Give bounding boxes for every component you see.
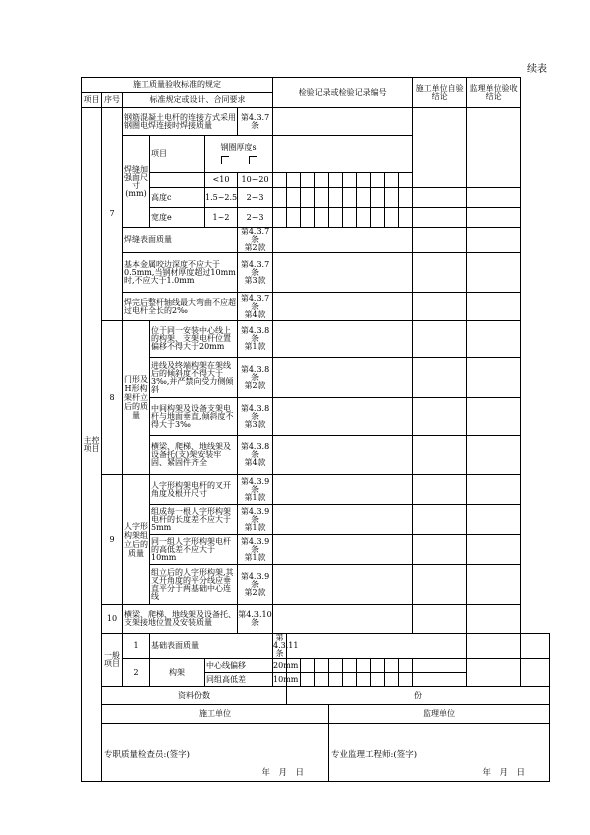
g7-r3-ref1: 第4.3.7条 bbox=[240, 259, 270, 277]
record-cell[interactable] bbox=[273, 321, 413, 358]
g8-r3-ref bbox=[238, 398, 273, 436]
unit-conclusion-cell[interactable] bbox=[413, 108, 467, 188]
height-c-b: 2~3 bbox=[238, 188, 273, 208]
g7-r4-ref1: 第4.3.7条 bbox=[240, 293, 270, 311]
supervision-conclusion-cell[interactable] bbox=[467, 358, 521, 398]
record-cell[interactable] bbox=[273, 436, 413, 475]
g7-r2-ref2: 第2款 bbox=[244, 243, 266, 252]
supervision-conclusion-cell[interactable] bbox=[467, 398, 521, 436]
record-cell[interactable] bbox=[273, 253, 413, 293]
record-box[interactable] bbox=[329, 673, 343, 687]
continued-label: 续表 bbox=[527, 64, 547, 75]
record-box[interactable] bbox=[329, 208, 343, 228]
width-e-a: 1~2 bbox=[205, 208, 238, 228]
record-box[interactable] bbox=[273, 208, 287, 228]
g9-r1-text: 人字形构架电杆的叉开角度及根开尺寸 bbox=[150, 475, 238, 505]
group-9-no: 9 bbox=[102, 475, 123, 605]
engineer-sign-cell[interactable] bbox=[329, 724, 550, 782]
unit-conclusion-cell[interactable] bbox=[413, 208, 467, 228]
date-right: 年 月 日 bbox=[482, 768, 525, 778]
supervision-conclusion-cell[interactable] bbox=[467, 535, 521, 565]
g9-r4-ref1: 第4.3.9条 bbox=[240, 571, 270, 589]
g8-r3-ref2: 第3款 bbox=[244, 419, 266, 429]
unit-conclusion-cell[interactable] bbox=[413, 565, 467, 605]
g8-label: 门形及H形构架杆立后的质量 bbox=[123, 321, 150, 475]
unit-conclusion-cell[interactable] bbox=[413, 505, 467, 535]
frame-label: 构架 bbox=[150, 659, 205, 687]
general-r2-no: 2 bbox=[123, 659, 150, 687]
supervisor-label: 监理单位 bbox=[329, 705, 550, 724]
g8-r4-ref bbox=[238, 436, 273, 475]
builder-label: 施工单位 bbox=[102, 705, 329, 724]
ring-box-right bbox=[249, 156, 257, 164]
record-cell[interactable] bbox=[273, 136, 413, 173]
lt10-label: <10 bbox=[205, 173, 238, 188]
record-box[interactable] bbox=[371, 673, 385, 687]
supervision-conclusion-cell[interactable] bbox=[467, 188, 521, 208]
record-box[interactable] bbox=[399, 188, 413, 208]
record-cell[interactable] bbox=[273, 505, 413, 535]
general-r1-text: 基础表面质量 bbox=[150, 634, 273, 659]
record-box[interactable] bbox=[343, 173, 357, 188]
record-box[interactable] bbox=[329, 659, 343, 673]
record-box[interactable] bbox=[301, 673, 315, 687]
inspection-form-table bbox=[81, 77, 550, 782]
g9-r4-text: 组立后的人字形构架,其叉开角度的平分线应垂直平分于两基础中心连线 bbox=[150, 565, 238, 605]
general-r1-no: 1 bbox=[123, 634, 150, 659]
supervision-conclusion-cell[interactable] bbox=[467, 605, 521, 634]
supervision-conclusion-cell[interactable] bbox=[467, 108, 521, 188]
g7-r1-text: 钢筋混凝土电杆的连接方式采用钢圈电焊连接时焊接质量 bbox=[123, 108, 238, 136]
record-box[interactable] bbox=[287, 208, 301, 228]
std-title: 施工质量验收标准的规定 bbox=[82, 78, 273, 93]
general-items-label: 一般项目 bbox=[102, 634, 123, 687]
g9-label: 人字形构架组立后的质量 bbox=[123, 475, 150, 605]
g9-r2-ref2: 第1款 bbox=[244, 522, 266, 532]
unit-conclusion-cell[interactable] bbox=[413, 228, 467, 253]
record-box[interactable] bbox=[315, 208, 329, 228]
width-e-b: 2~3 bbox=[238, 208, 273, 228]
date-left: 年 月 日 bbox=[261, 768, 305, 778]
record-box[interactable] bbox=[399, 208, 413, 228]
g8-r2-ref2: 第2款 bbox=[244, 380, 266, 390]
g8-r1-ref bbox=[238, 321, 273, 358]
record-cell[interactable] bbox=[287, 634, 467, 659]
unit-conclusion-cell[interactable] bbox=[413, 398, 467, 436]
unit-conclusion-cell[interactable] bbox=[413, 188, 467, 208]
g9-r1-ref1: 第4.3.9条 bbox=[240, 476, 270, 494]
supervision-conclusion-cell[interactable] bbox=[467, 321, 521, 358]
unit-conclusion-cell[interactable] bbox=[413, 358, 467, 398]
general-r1-ref: 第4.3.11条 bbox=[273, 633, 299, 658]
record-box[interactable] bbox=[399, 173, 413, 188]
record-cell[interactable] bbox=[273, 358, 413, 398]
g8-r1-text: 位于同一安装中心线上的构架、支架电杆位置偏移不得大于20mm bbox=[150, 321, 238, 358]
record-box[interactable] bbox=[371, 173, 385, 188]
blank-cell bbox=[150, 173, 205, 188]
g7-r1-ref: 第4.3.7条 bbox=[238, 108, 273, 136]
unit-conclusion-cell[interactable] bbox=[413, 293, 467, 321]
g9-r1-ref2: 第1款 bbox=[244, 492, 266, 502]
record-cell[interactable] bbox=[273, 293, 413, 321]
g7-r3-ref bbox=[238, 253, 273, 293]
centerline-value: 20mm bbox=[273, 659, 287, 673]
qc-sign-label: 专职质量检查员:(签字) bbox=[104, 749, 190, 760]
g8-r2-ref bbox=[238, 358, 273, 398]
supervision-conclusion-cell[interactable] bbox=[467, 436, 521, 475]
record-cell[interactable] bbox=[273, 535, 413, 565]
g9-r3-ref2: 第1款 bbox=[244, 552, 266, 562]
height-diff-value: 10mm bbox=[273, 673, 287, 687]
record-cell[interactable] bbox=[273, 605, 413, 634]
record-box[interactable] bbox=[357, 659, 371, 673]
ring-box-left bbox=[221, 156, 229, 164]
unit-conclusion-cell[interactable] bbox=[413, 535, 467, 565]
weld-dimension-label: 焊缝加强面尺寸(mm) bbox=[123, 136, 150, 228]
record-box[interactable] bbox=[399, 673, 413, 687]
supervision-conclusion-title: 监理单位验收结论 bbox=[467, 78, 521, 108]
g8-r2-ref1: 第4.3.8条 bbox=[240, 364, 270, 382]
record-box[interactable] bbox=[413, 659, 467, 673]
g7-r3-text: 基本金属咬边深度不应大于0.5mm,当钢材厚度超过10mm时,不应大于1.0mm bbox=[123, 253, 238, 293]
g8-r3-text: 中间构架及设备支架电杆与地面垂直,倾斜度不得大于3‰ bbox=[150, 398, 238, 436]
record-box[interactable] bbox=[343, 673, 357, 687]
g9-r2-ref1: 第4.3.9条 bbox=[240, 506, 270, 524]
centerline-label: 中心线偏移 bbox=[205, 659, 273, 673]
copies-label: 份 bbox=[287, 687, 550, 705]
g10-ref: 第4.3.10条 bbox=[238, 605, 273, 634]
record-box[interactable] bbox=[315, 188, 329, 208]
record-box[interactable] bbox=[399, 659, 413, 673]
col-standard: 标准规定或设计、合同要求 bbox=[123, 93, 273, 108]
group-7-no: 7 bbox=[102, 108, 123, 321]
record-cell[interactable] bbox=[273, 398, 413, 436]
col-no: 序号 bbox=[102, 93, 123, 108]
record-box[interactable] bbox=[315, 659, 329, 673]
record-box[interactable] bbox=[329, 188, 343, 208]
record-box[interactable] bbox=[343, 659, 357, 673]
g9-r4-ref bbox=[238, 565, 273, 605]
g7-r2-ref bbox=[238, 228, 273, 253]
g7-r2-text: 焊缝表面质量 bbox=[123, 228, 238, 253]
record-cell[interactable] bbox=[273, 108, 413, 136]
g8-r3-ref1: 第4.3.8条 bbox=[240, 403, 270, 421]
supervision-conclusion-cell[interactable] bbox=[467, 293, 521, 321]
record-box[interactable] bbox=[301, 173, 315, 188]
record-box[interactable] bbox=[343, 208, 357, 228]
g8-r4-text: 横梁、爬梯、地线架及设备托(支)架安装牢固、紧固件齐全 bbox=[150, 436, 238, 475]
g9-r1-ref bbox=[238, 475, 273, 505]
unit-conclusion-cell[interactable] bbox=[413, 436, 467, 475]
g8-r4-ref2: 第4款 bbox=[244, 458, 266, 467]
g9-r3-ref bbox=[238, 535, 273, 565]
g9-r4-ref2: 第2款 bbox=[244, 587, 266, 597]
g9-r2-text: 组成每一根人字形构架电杆的长度差不应大于5mm bbox=[150, 505, 238, 535]
height-c-a: 1.5~2.5 bbox=[205, 188, 238, 208]
g7-r4-text: 焊完后整杆轴线最大弯曲不应超过电杆全长的2‰ bbox=[123, 293, 238, 321]
record-box[interactable] bbox=[329, 173, 343, 188]
unit-conclusion-cell[interactable] bbox=[467, 634, 521, 659]
materials-label: 资料份数 bbox=[102, 687, 287, 705]
record-box[interactable] bbox=[315, 173, 329, 188]
record-cell[interactable] bbox=[273, 475, 413, 505]
engineer-sign-label: 专业监理工程师:(签字) bbox=[331, 749, 418, 760]
unit-conclusion-cell[interactable] bbox=[413, 605, 467, 634]
g7-r3-ref2: 第3款 bbox=[244, 275, 266, 285]
record-box[interactable] bbox=[413, 673, 467, 687]
g8-r2-text: 进线及终端构架在架线后的倾斜度不得大于3‰,并严禁向受力侧倾斜 bbox=[150, 358, 238, 398]
g7-r2-ref1: 第4.3.7条 bbox=[240, 227, 270, 244]
g9-r3-text: 同一组人字形构架电杆的高低差不应大于10mm bbox=[150, 535, 238, 565]
record-title: 检验记录或检验记录编号 bbox=[273, 78, 413, 108]
g7-r4-ref2: 第4款 bbox=[244, 309, 266, 319]
g8-r1-ref1: 第4.3.8条 bbox=[240, 326, 270, 343]
unit-conclusion-cell[interactable] bbox=[413, 253, 467, 293]
unit-conclusion-cell[interactable] bbox=[413, 321, 467, 358]
supervision-conclusion-cell[interactable] bbox=[521, 634, 550, 659]
record-box[interactable] bbox=[315, 673, 329, 687]
supervision-conclusion-cell[interactable] bbox=[467, 565, 521, 605]
record-box[interactable] bbox=[385, 673, 399, 687]
width-e-label: 宽度e bbox=[150, 208, 205, 228]
g8-r4-ref1: 第4.3.8条 bbox=[240, 442, 270, 459]
record-box[interactable] bbox=[385, 188, 399, 208]
record-box[interactable] bbox=[301, 208, 315, 228]
record-box[interactable] bbox=[357, 173, 371, 188]
ring-thickness-label: 钢圈厚度s bbox=[220, 143, 257, 152]
group-10-no: 10 bbox=[102, 605, 123, 634]
g8-r1-ref2: 第1款 bbox=[244, 342, 266, 351]
record-box[interactable] bbox=[371, 659, 385, 673]
group-8-no: 8 bbox=[102, 321, 123, 475]
unit-conclusion-title: 施工单位自验结论 bbox=[413, 78, 467, 108]
main-control-label: 主控项目 bbox=[82, 108, 102, 782]
height-diff-label: 同组高低差 bbox=[205, 673, 273, 687]
record-box[interactable] bbox=[385, 173, 399, 188]
height-c-label: 高度c bbox=[150, 188, 205, 208]
supervision-conclusion-cell[interactable] bbox=[467, 228, 521, 253]
supervision-conclusion-cell[interactable] bbox=[521, 659, 550, 687]
supervision-conclusion-cell[interactable] bbox=[467, 505, 521, 535]
record-box[interactable] bbox=[371, 188, 385, 208]
supervision-conclusion-cell[interactable] bbox=[467, 475, 521, 505]
record-box[interactable] bbox=[385, 208, 399, 228]
unit-conclusion-cell[interactable] bbox=[413, 475, 467, 505]
supervision-conclusion-cell[interactable] bbox=[467, 208, 521, 228]
record-box[interactable] bbox=[357, 188, 371, 208]
g9-r2-ref bbox=[238, 505, 273, 535]
record-box[interactable] bbox=[357, 208, 371, 228]
g7-r4-ref bbox=[238, 293, 273, 321]
weld-item-label: 项目 bbox=[150, 136, 205, 173]
record-box[interactable] bbox=[301, 188, 315, 208]
record-cell[interactable] bbox=[273, 228, 413, 253]
record-box[interactable] bbox=[343, 188, 357, 208]
unit-conclusion-cell[interactable] bbox=[467, 659, 521, 687]
record-box[interactable] bbox=[287, 173, 301, 188]
record-box[interactable] bbox=[273, 188, 287, 208]
record-box[interactable] bbox=[371, 208, 385, 228]
r10-20-label: 10~20 bbox=[238, 173, 273, 188]
record-cell[interactable] bbox=[273, 565, 413, 605]
g10-text: 横梁、爬梯、地线架及设备托、支架接地位置及安装质量 bbox=[123, 605, 238, 634]
g9-r3-ref1: 第4.3.9条 bbox=[240, 536, 270, 554]
record-box[interactable] bbox=[287, 188, 301, 208]
col-item: 项目 bbox=[82, 93, 102, 108]
record-box[interactable] bbox=[357, 673, 371, 687]
record-box[interactable] bbox=[385, 659, 399, 673]
record-box[interactable] bbox=[273, 173, 287, 188]
ring-thickness-cell bbox=[205, 136, 273, 173]
record-box[interactable] bbox=[301, 659, 315, 673]
supervision-conclusion-cell[interactable] bbox=[467, 253, 521, 293]
qc-sign-cell[interactable] bbox=[102, 724, 329, 782]
